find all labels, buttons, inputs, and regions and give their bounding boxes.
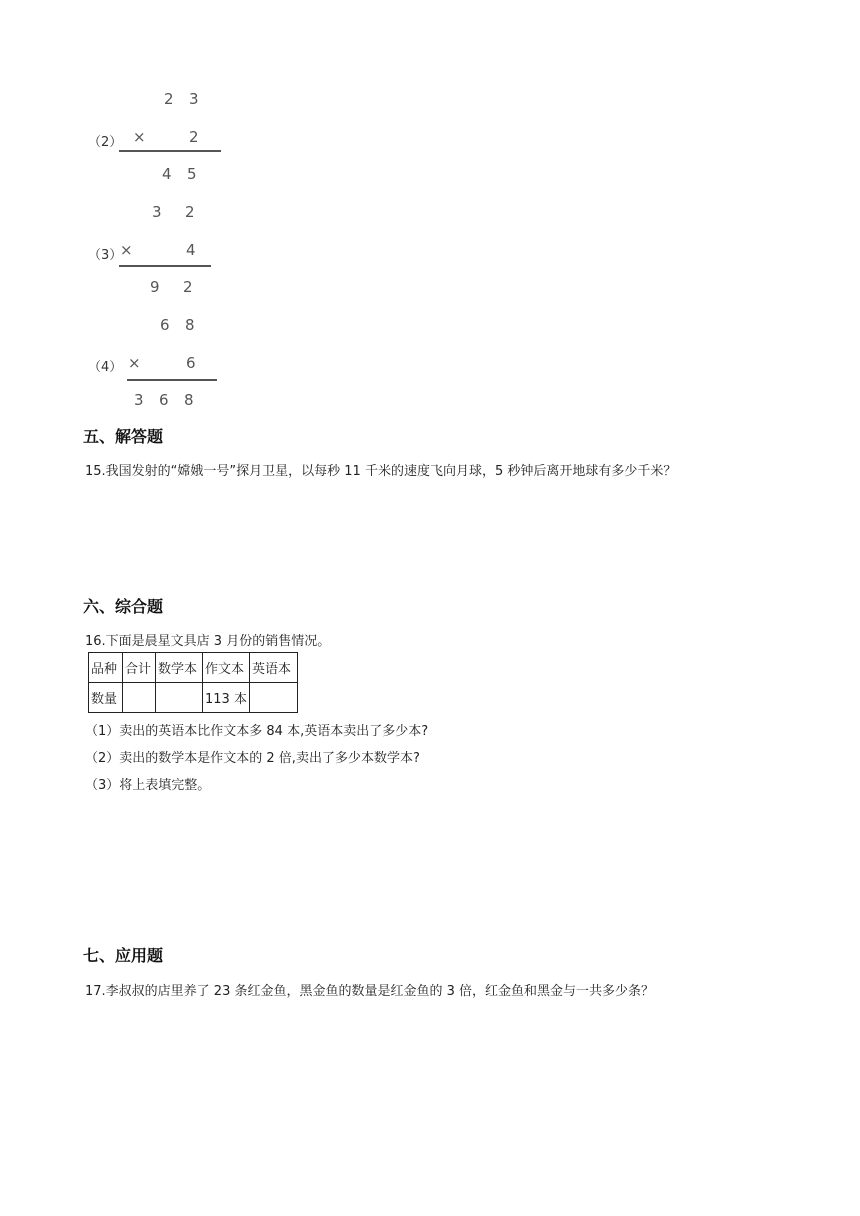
question-16-sub-3: （3）将上表填完整。 xyxy=(85,778,211,793)
table-cell-math-value xyxy=(156,683,203,713)
question-16-sub-2: （2）卖出的数学本是作文本的 2 倍,卖出了多少本数学本? xyxy=(85,751,420,766)
table-cell-total-value xyxy=(123,683,156,713)
table-header-cell-variety: 品种 xyxy=(89,653,123,683)
calc-4-result-digit-3: 8 xyxy=(184,391,194,409)
sales-table-header-row xyxy=(89,653,298,683)
table-header-cell-total: 合计 xyxy=(123,653,156,683)
calc-2-label: （2） xyxy=(88,135,123,150)
calc-4-label: （4） xyxy=(88,360,123,375)
calc-2-top-digit-1: 2 xyxy=(164,90,174,108)
question-15: 15.我国发射的“嫦娥一号”探月卫星，以每秒 11 千米的速度飞向月球，5 秒钟后离开地球有多少千米？ xyxy=(85,464,677,479)
calc-4-rule xyxy=(127,379,217,381)
calc-3-factor: 4 xyxy=(186,241,196,259)
calc-4-top-digit-2: 8 xyxy=(185,316,195,334)
section-five-heading: 五、解答题 xyxy=(83,427,164,446)
calc-2-factor: 2 xyxy=(189,128,199,146)
calc-2-top-digit-2: 3 xyxy=(189,90,199,108)
calc-2-result-digit-1: 4 xyxy=(162,165,172,183)
table-cell-quantity-label: 数量 xyxy=(89,683,123,713)
question-17: 17.李叔叔的店里养了 23 条红金鱼，黑金鱼的数量是红金鱼的 3 倍，红金鱼和黑金与一共多少条？ xyxy=(85,984,655,999)
sales-table xyxy=(88,652,298,713)
calc-4-result-digit-1: 3 xyxy=(134,391,144,409)
table-cell-composition-value: 113 本 xyxy=(203,683,250,713)
calc-4-factor: 6 xyxy=(186,354,196,372)
section-six-heading: 六、综合题 xyxy=(83,597,164,616)
calc-3-times-sign: × xyxy=(120,241,133,259)
calc-3-rule xyxy=(119,265,211,267)
calc-2-result-digit-2: 5 xyxy=(187,165,197,183)
calc-4-top-digit-1: 6 xyxy=(160,316,170,334)
sales-table-data-row xyxy=(89,683,298,713)
calc-3-label: （3） xyxy=(88,248,123,263)
calc-4-result-digit-2: 6 xyxy=(159,391,169,409)
calc-3-top-digit-1: 3 xyxy=(152,203,162,221)
calc-3-result-digit-2: 2 xyxy=(183,278,193,296)
table-cell-english-value xyxy=(250,683,298,713)
calc-2-rule xyxy=(119,150,221,152)
section-seven-heading: 七、应用题 xyxy=(83,946,164,965)
calc-3-result-digit-1: 9 xyxy=(150,278,160,296)
calc-3-top-digit-2: 2 xyxy=(185,203,195,221)
table-header-cell-composition: 作文本 xyxy=(203,653,250,683)
question-16: 16.下面是晨星文具店 3 月份的销售情况。 xyxy=(85,634,331,649)
question-16-sub-1: （1）卖出的英语本比作文本多 84 本,英语本卖出了多少本? xyxy=(85,724,429,739)
calc-4-times-sign: × xyxy=(128,354,141,372)
table-header-cell-english: 英语本 xyxy=(250,653,298,683)
calc-2-times-sign: × xyxy=(133,128,146,146)
table-header-cell-math: 数学本 xyxy=(156,653,203,683)
